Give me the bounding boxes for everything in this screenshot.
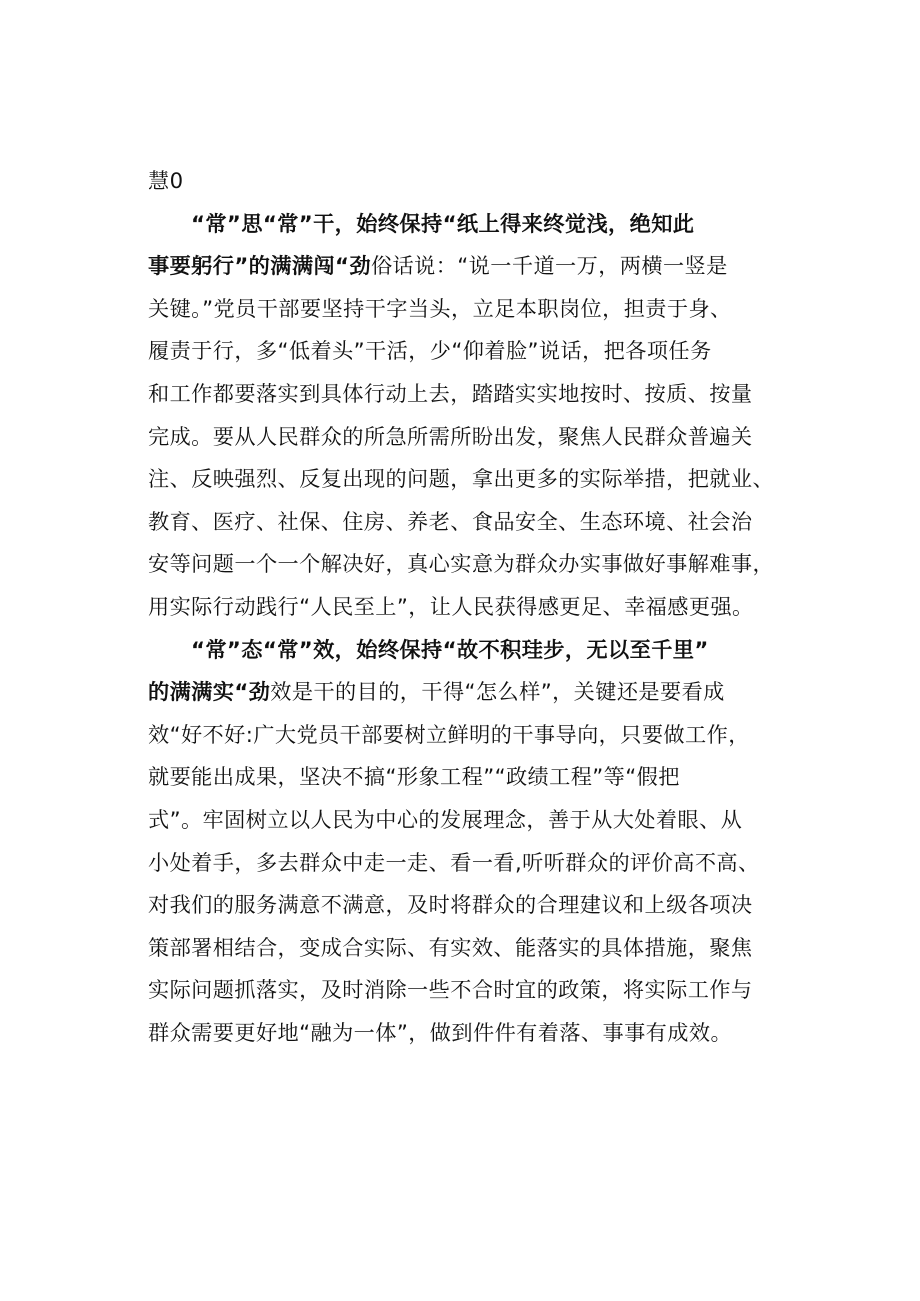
paragraph-2-heading-end: 的满满实“劲 <box>148 679 271 705</box>
paragraph-1-line <box>148 245 812 288</box>
paragraph-2-line <box>148 629 812 672</box>
paragraph-2-line: 效“好不好:广大党员干部要树立鲜明的干事导向，只要做工作， <box>148 721 750 747</box>
paragraph-1-line: 注、反映强烈、反复出现的问题，拿出更多的实际举措，把就业、 <box>148 466 775 492</box>
paragraph-2-line: 小处着手，多去群众中走一走、看一看,听听群众的评价高不高、 <box>148 849 760 875</box>
paragraph-1-line <box>148 203 812 246</box>
paragraph-1-line: 完成。要从人民群众的所急所需所盼出发，聚焦人民群众普遍关 <box>148 423 753 449</box>
paragraph-2-line <box>148 671 812 714</box>
paragraph-2-line: 对我们的服务满意不满意，及时将群众的合理建议和上级各项决 <box>148 892 753 918</box>
paragraph-2 <box>148 629 812 1055</box>
paragraph-1-line: 关键。”党员干部要坚持干字当头，立足本职岗位，担责于身、 <box>148 295 732 321</box>
paragraph-2-line: 就要能出成果，坚决不搞“形象工程”“政绩工程”等“假把 <box>148 764 680 790</box>
top-fragment: 慧0 <box>148 168 184 193</box>
paragraph-2-line: 策部署相结合，变成合实际、有实效、能落实的具体措施，聚焦 <box>148 934 753 960</box>
paragraph-2-line: 实际问题抓落实，及时消除一些不合时宜的政策，将实际工作与 <box>148 977 753 1003</box>
paragraph-1-heading-end: 事要躬行”的满满闯“劲 <box>148 253 371 279</box>
paragraph-1-line: 用实际行动践行“人民至上”，让人民获得感更足、幸福感更强。 <box>148 593 754 619</box>
document-body <box>148 160 812 1054</box>
paragraph-1-text: 俗话说：“说一千道一万，两横一竖是 <box>370 253 728 279</box>
paragraph-1-line: 安等问题一个一个解决好，真心实意为群众办实事做好事解难事， <box>148 551 775 577</box>
paragraph-1-line: 履责于行，多“低着头”干活，少“仰着脸”说话，把各项任务 <box>148 338 712 364</box>
paragraph-2-text: 效是干的目的，干得“怎么样”，关键还是要看成 <box>270 679 725 705</box>
paragraph-1-line: 和工作都要落实到具体行动上去，踏踏实实地按时、按质、按量 <box>148 380 753 406</box>
paragraph-1 <box>148 203 812 629</box>
paragraph-1-line: 教育、医疗、社保、住房、养老、食品安全、生态环境、社会治 <box>148 508 753 534</box>
paragraph-2-line: 群众需要更好地“融为一体”，做到件件有着落、事事有成效。 <box>148 1019 733 1045</box>
paragraph-2-line: 式”。牢固树立以人民为中心的发展理念，善于从大处着眼、从 <box>148 806 743 832</box>
paragraph-1-heading: “常”思“常”干，始终保持“纸上得来终觉浅，绝知此 <box>191 210 695 236</box>
paragraph-2-heading: “常”态“常”效，始终保持“故不积珪步，无以至千里” <box>191 636 709 662</box>
